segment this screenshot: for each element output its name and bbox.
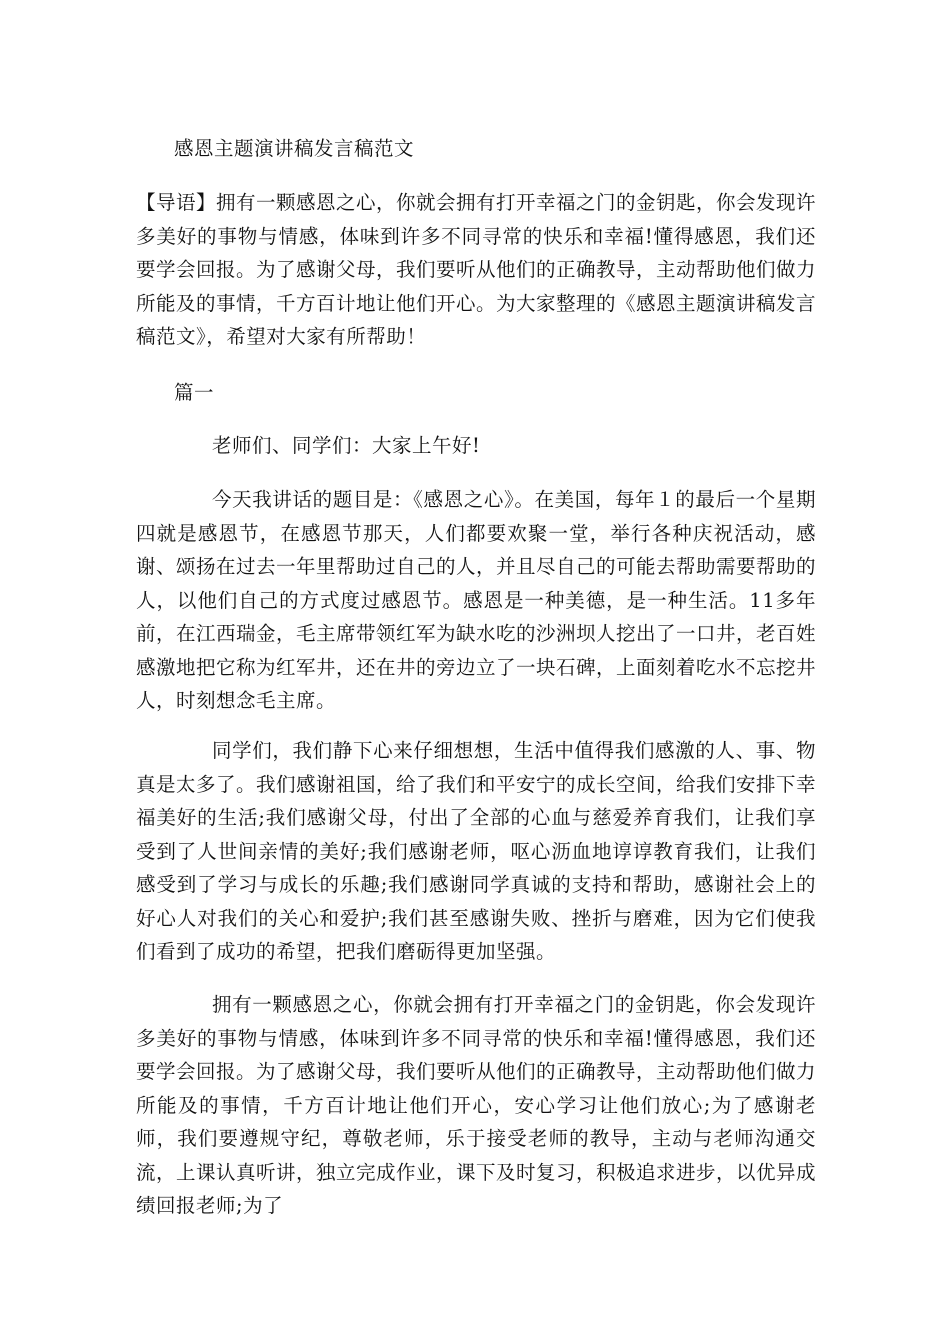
lead-paragraph: 【导语】拥有一颗感恩之心，你就会拥有打开幸福之门的金钥匙，你会发现许多美好的事物与情感，体味到许多不同寻常的快乐和幸福!懂得感恩，我们还要学会回报。为了感谢父母，我们要听从他们的正确教导，主动帮助他们做力所能及的事情，千方百计地让他们开心。为大家整理的《感恩主题演讲稿发言稿范文》，希望对大家有所帮助！ [136, 191, 817, 348]
greeting-line: 老师们、同学们：大家上午好! [212, 434, 481, 457]
document-title: 感恩主题演讲稿发言稿范文 [174, 137, 415, 160]
body-paragraph-3: 拥有一颗感恩之心，你就会拥有打开幸福之门的金钥匙，你会发现许多美好的事物与情感，体味到许多不同寻常的快乐和幸福!懂得感恩，我们还要学会回报。为了感谢父母，我们要听从他们的正确教导，主动帮助他们做力所能及的事情，千方百计地让他们开心，安心学习让他们放心;为了感谢老师，我们要遵规守纪，尊敬老师，乐于接受老师的教导，主动与老师沟通交流，上课认真听讲，独立完成作业，课下及时复习，积极追求进步，以优异成绩回报老师;为了 [136, 993, 817, 1217]
body-paragraph-1: 今天我讲话的题目是：《感恩之心》。在美国，每年１的最后一个星期四就是感恩节，在感恩节那天，人们都要欢聚一堂，举行各种庆祝活动，感谢、颂扬在过去一年里帮助过自己的人，并且尽自己的可能去帮助需要帮助的人，以他们自己的方式度过感恩节。感恩是一种美德，是一种生活。11多年前，在江西瑞金，毛主席带领红军为缺水吃的沙洲坝人挖出了一口井，老百姓感激地把它称为红军井，还在井的旁边立了一块石碑，上面刻着吃水不忘挖井人，时刻想念毛主席。 [136, 488, 817, 712]
body-paragraph-2: 同学们，我们静下心来仔细想想，生活中值得我们感激的人、事、物真是太多了。我们感谢祖国，给了我们和平安宁的成长空间，给我们安排下幸福美好的生活;我们感谢父母，付出了全部的心血与慈爱养育我们，让我们享受到了人世间亲情的美好;我们感谢老师，呕心沥血地谆谆教育我们，让我们感受到了学习与成长的乐趣;我们感谢同学真诚的支持和帮助，感谢社会上的好心人对我们的关心和爱护;我们甚至感谢失败、挫折与磨难，因为它们使我们看到了成功的希望，把我们磨砺得更加坚强。 [136, 739, 817, 963]
section-heading: 篇一 [174, 381, 215, 404]
